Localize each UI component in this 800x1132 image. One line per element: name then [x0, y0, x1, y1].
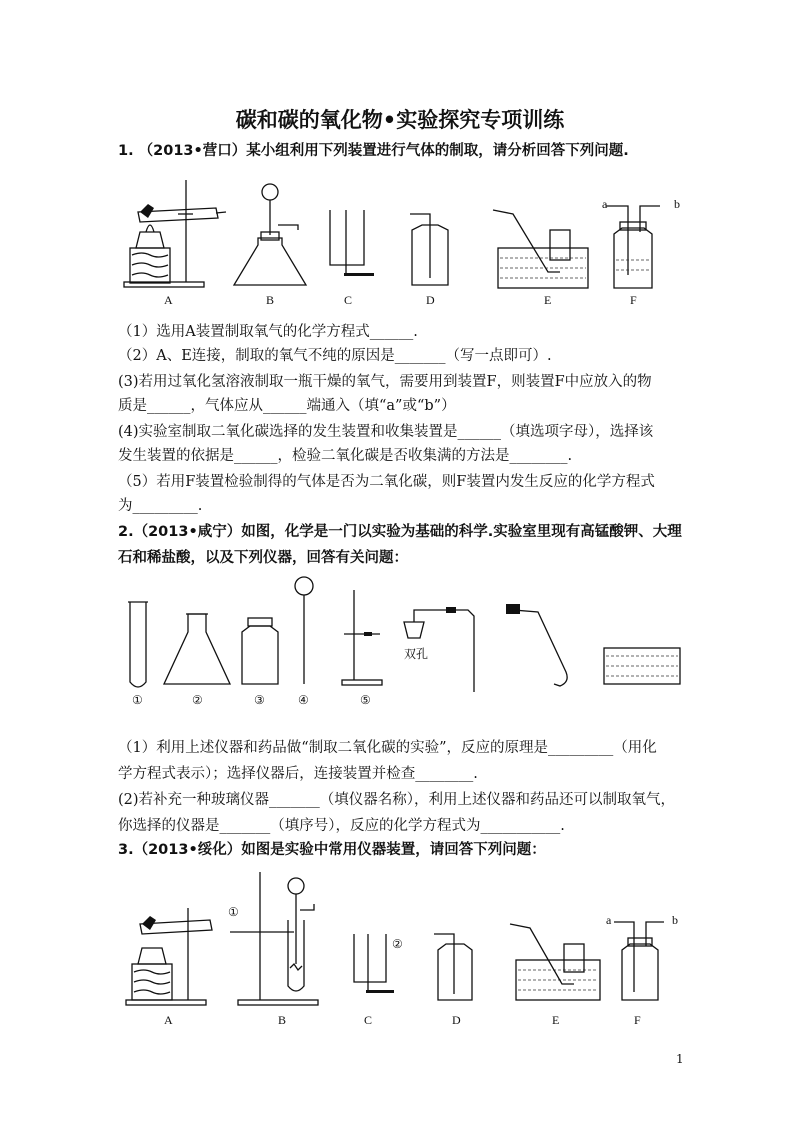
q1-label-d: D [426, 293, 435, 307]
q2-label-4: ④ [298, 693, 309, 707]
delivery-tube-icon [506, 604, 567, 686]
q3-port-b: b [672, 913, 678, 927]
q3-callout-1: ① [228, 905, 239, 919]
q3-header: 3.（2013•绥化）如图是实验中常用仪器装置，请回答下列问题： [118, 842, 546, 858]
q2-label-5: ⑤ [360, 693, 371, 707]
apparatus-a-icon [124, 180, 226, 287]
page-number: 1 [676, 1052, 684, 1066]
apparatus-e-icon [493, 210, 588, 288]
iron-stand-icon [342, 590, 382, 685]
q1-header: 1. （2013•营口）某小组利用下列装置进行气体的制取，请分析回答下列问题. [118, 143, 629, 159]
apparatus-c-icon [354, 934, 394, 993]
q1-port-a: a [602, 197, 608, 211]
q2-line-4: 你选择的仪器是_______（填序号），反应的化学方程式为___________. [118, 818, 565, 834]
q1-line-1: （1）选用A装置制取氧气的化学方程式______. [118, 324, 418, 340]
q2-label-3: ③ [254, 693, 265, 707]
q1-line-4: 质是______，气体应从______端通入（填“a”或“b”） [118, 398, 456, 414]
q1-line-6: 发生装置的依据是______，检验二氧化碳是否收集满的方法是________. [118, 448, 573, 464]
q2-label-1: ① [132, 693, 143, 707]
q2-header-line-1: 2.（2013•咸宁）如图，化学是一门以实验为基础的科学.实验室里现有高锰酸钾、大理 [118, 524, 682, 540]
apparatus-a-icon [126, 908, 212, 1005]
q2-hole-label: 双孔 [404, 647, 429, 661]
q3-figure [118, 864, 688, 1034]
q3-label-a: A [164, 1013, 173, 1027]
test-tube-icon [128, 602, 148, 687]
q3-label-b: B [278, 1013, 287, 1027]
q2-line-3: (2)若补充一种玻璃仪器_______（填仪器名称），利用上述仪器和药品还可以制取氧气， [118, 792, 676, 808]
apparatus-d-icon [410, 214, 448, 285]
apparatus-b-icon [230, 872, 318, 1005]
apparatus-f-icon [606, 206, 660, 288]
q3-label-c: C [364, 1013, 373, 1027]
q1-line-7: （5）若用F装置检验制得的气体是否为二氧化碳，则F装置内发生反应的化学方程式 [118, 474, 655, 490]
q3-label-e: E [552, 1013, 560, 1027]
water-trough-icon [604, 648, 680, 684]
q1-label-f: F [630, 293, 637, 307]
q3-port-a: a [606, 913, 612, 927]
q1-line-2: （2）A、E连接，制取的氧气不纯的原因是_______（写一点即可）. [118, 348, 552, 364]
q2-figure [118, 572, 688, 712]
q1-line-3: (3)若用过氧化氢溶液制取一瓶干燥的氧气，需要用到装置F，则装置F中应放入的物 [118, 374, 652, 390]
q1-label-b: B [266, 293, 275, 307]
conical-flask-icon [164, 614, 230, 684]
q3-callout-2: ② [392, 937, 403, 951]
apparatus-d-icon [434, 934, 472, 1000]
page-title: 碳和碳的氧化物•实验探究专项训练 [235, 108, 565, 132]
q1-figure [118, 170, 688, 310]
q2-line-1: （1）利用上述仪器和药品做“制取二氧化碳的实验”，反应的原理是_________（用化 [118, 740, 657, 756]
q1-label-e: E [544, 293, 552, 307]
q1-line-8: 为_________. [118, 498, 203, 514]
q1-label-c: C [344, 293, 353, 307]
gas-bottle-icon [242, 618, 278, 684]
q2-header-line-2: 石和稀盐酸，以及下列仪器，回答有关问题： [118, 550, 408, 566]
q1-label-a: A [164, 293, 173, 307]
q2-label-2: ② [192, 693, 203, 707]
apparatus-c-icon [330, 210, 374, 276]
apparatus-b-icon [234, 184, 306, 285]
q1-port-b: b [674, 197, 680, 211]
q2-line-2: 学方程式表示）；选择仪器后，连接装置并检查________. [118, 766, 478, 782]
q3-label-f: F [634, 1013, 641, 1027]
apparatus-e-icon [510, 924, 600, 1000]
funnel-icon [295, 577, 313, 684]
q3-label-d: D [452, 1013, 461, 1027]
apparatus-f-icon [614, 922, 664, 1000]
q1-line-5: (4)实验室制取二氧化碳选择的发生装置和收集装置是______（填选项字母），选择该 [118, 424, 654, 440]
